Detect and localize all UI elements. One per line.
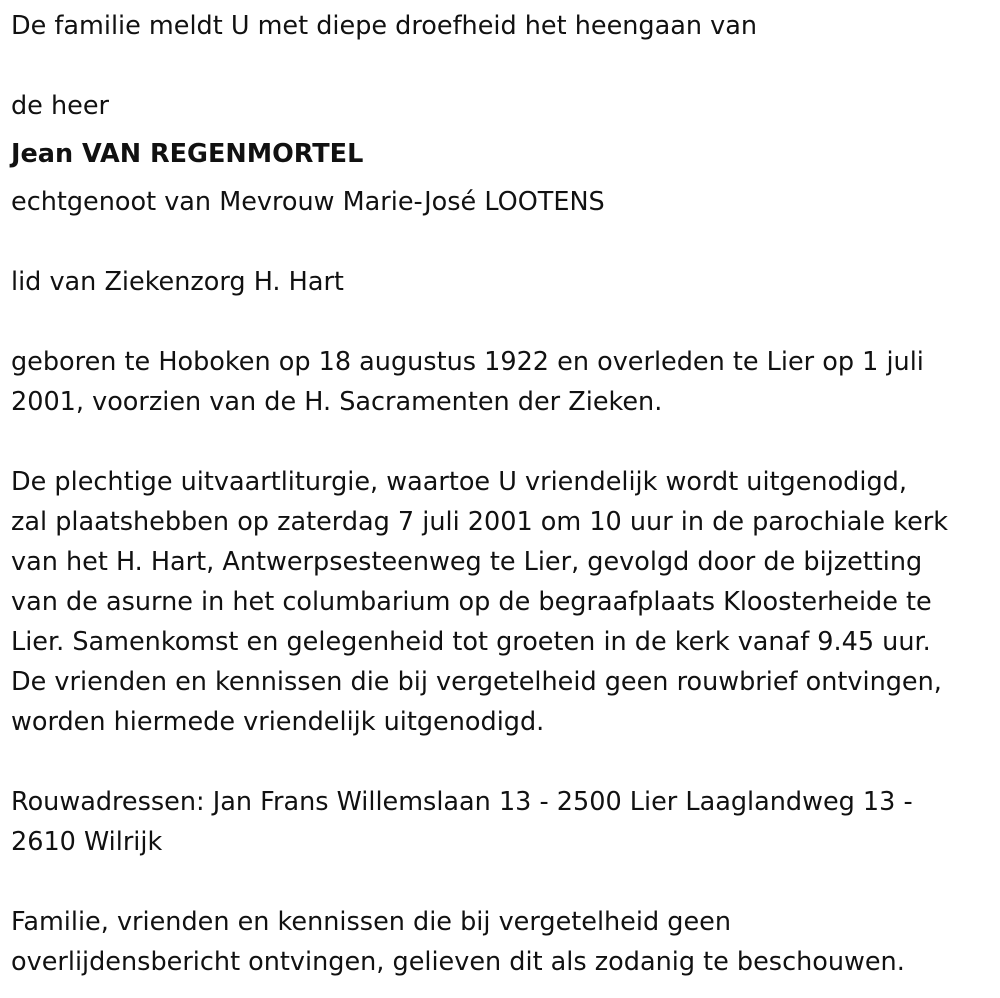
- funeral-line: De plechtige uitvaartliturgie, waartoe U vriendelijk wordt uitgenodigd,: [11, 467, 907, 497]
- funeral-line: Lier. Samenkomst en gelegenheid tot groeten in de kerk vanaf 9.45 uur.: [11, 627, 931, 657]
- funeral-line: De vrienden en kennissen die bij vergetelheid geen rouwbrief ontvingen,: [11, 667, 942, 697]
- title-prefix: de heer: [11, 91, 110, 121]
- closing-line: Familie, vrienden en kennissen die bij vergetelheid geen: [11, 907, 731, 937]
- birth-death-line: geboren te Hoboken op 18 augustus 1922 en overleden te Lier op 1 juli: [11, 347, 924, 377]
- spouse-line: echtgenoot van Mevrouw Marie-José LOOTENS: [11, 187, 605, 217]
- closing-line: overlijdensbericht ontvingen, gelieven dit als zodanig te beschouwen.: [11, 947, 905, 977]
- funeral-line: worden hiermede vriendelijk uitgenodigd.: [11, 707, 545, 737]
- funeral-line: van de asurne in het columbarium op de begraafplaats Kloosterheide te: [11, 587, 932, 617]
- funeral-line: van het H. Hart, Antwerpsesteenweg te Lier, gevolgd door de bijzetting: [11, 547, 923, 577]
- funeral-line: zal plaatshebben op zaterdag 7 juli 2001 om 10 uur in de parochiale kerk: [11, 507, 949, 537]
- address-line: Rouwadressen: Jan Frans Willemslaan 13 - 2500 Lier Laaglandweg 13 -: [11, 787, 913, 817]
- birth-death-line: 2001, voorzien van de H. Sacramenten der Zieken.: [11, 387, 663, 417]
- membership-line: lid van Ziekenzorg H. Hart: [11, 267, 344, 297]
- address-line: 2610 Wilrijk: [11, 827, 163, 857]
- deceased-name: Jean VAN REGENMORTEL: [11, 139, 364, 169]
- intro-line: De familie meldt U met diepe droefheid het heengaan van: [11, 11, 758, 41]
